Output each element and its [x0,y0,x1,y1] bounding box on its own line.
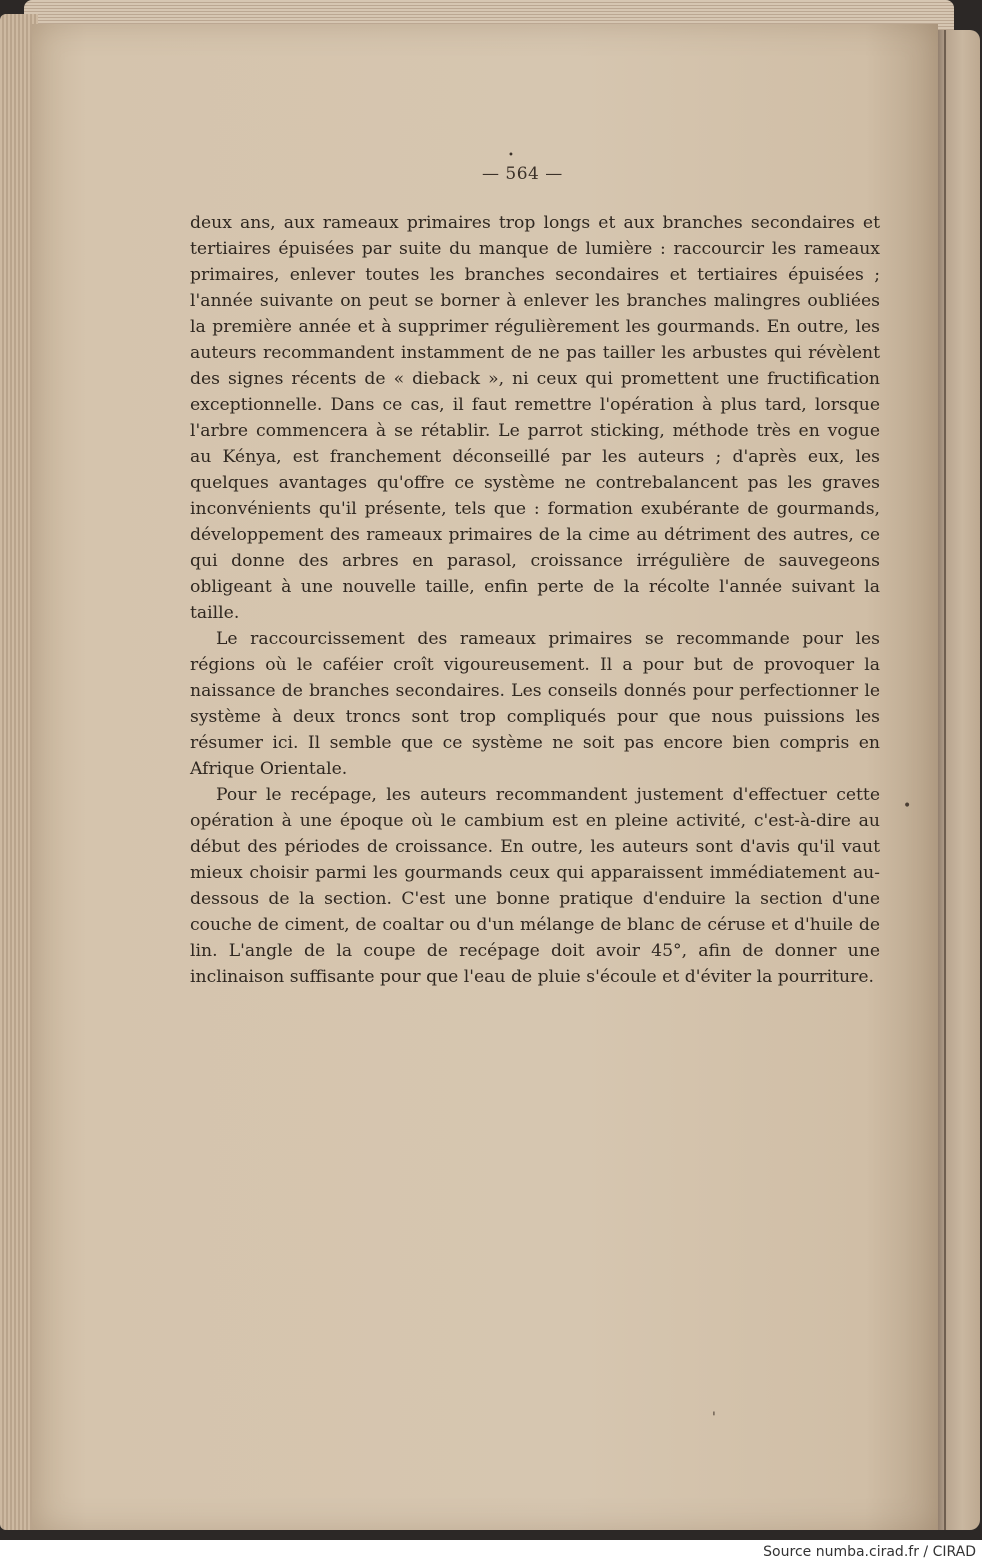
paragraph-3: Pour le recépage, les auteurs recommandent justement d'effectuer cette opération à une époque où le cambium est en pleine activité, c'est-à-dire au début des périodes de croissance. En outre, les auteurs sont d'avis qu'il vaut mieux choisir parmi les gourmands ceux qui apparaissent immédiatement au-dessous de la section. C'est une bonne pratique d'enduire la section d'une couche de ciment, de coaltar ou d'un mélange de blanc de céruse et d'huile de lin. L'angle de la coupe de recépage doit avoir 45°, afin de donner une inclinaison suffisante pour que l'eau de pluie s'écoule et d'éviter la pourriture. [190,785,880,987]
ink-dot: • [508,150,515,161]
page-number [482,150,602,184]
paragraph-1: deux ans, aux rameaux primaires trop longs et aux branches secondaires et tertiaires épuisées par suite du manque de lumière : raccourcir les rameaux primaires, enlever toutes les branches secondaires et tertiaires épuisées ; l'année suivante on peut se borner à enlever les branches malingres oubliées la première année et à supprimer régulièrement les gourmands. En outre, les auteurs recommandent instamment de ne pas tailler les arbustes qui révèlent des signes récents de « dieback », ni ceux qui promettent une fructification exceptionnelle. Dans ce cas, il faut remettre l'opération à plus tard, lorsque l'arbre commencera à se rétablir. Le parrot sticking, méthode très en vogue au Kénya, est franchement déconseillé par les auteurs ; d'après eux, les quelques avantages qu'offre ce système ne contrebalancent pas les graves inconvénients qu'il présente, tels que : formation exubérante de gourmands, développement des rameaux primaires de la cime au détriment des autres, ce qui donne des arbres en parasol, croissance irrégulière de sauvegeons obligeant à une nouvelle taille, enfin perte de la récolte l'année suivant la taille. [190,213,880,623]
page-gutter [944,30,946,1530]
body-text [190,210,880,990]
page-edges-right [936,30,980,1530]
page-number-text: — 564 — [482,164,563,184]
paragraph-2: Le raccourcissement des rameaux primaires se recommande pour les régions où le caféier croît vigoureusement. Il a pour but de provoquer la naissance de branches secondaires. Les conseils donnés pour perfectionner le système à deux troncs sont trop compliqués pour que nous puissions les résumer ici. Il semble que ce système ne soit pas encore bien compris en Afrique Orientale. [190,629,880,779]
page-speck: ' [712,1410,716,1426]
margin-speck: • [903,798,912,814]
source-credit: Source numba.cirad.fr / CIRAD [763,1544,976,1560]
